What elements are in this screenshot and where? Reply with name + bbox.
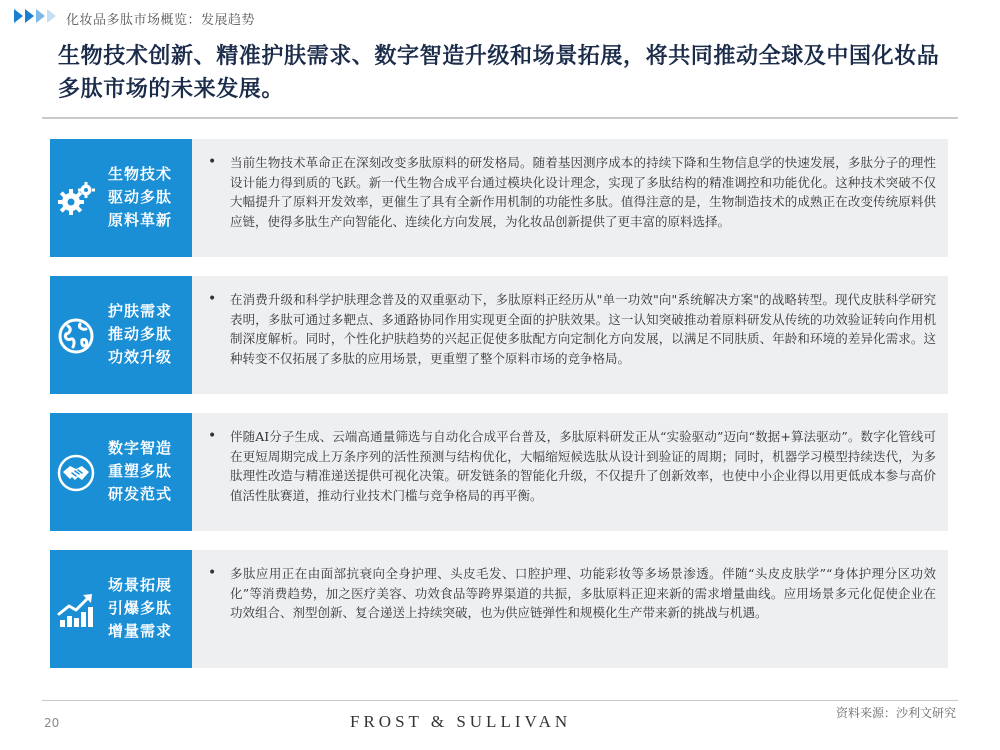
trend-badge (50, 413, 192, 531)
globe-icon (56, 316, 96, 356)
handshake-icon (56, 453, 96, 493)
trend-label: 数字智造重塑多肽研发范式 (108, 439, 173, 503)
trend-card-scenario (50, 550, 948, 668)
brand-logo: FROST & SULLIVAN (350, 712, 572, 731)
trend-text: 伴随AI分子生成、云端高通量筛选与自动化合成平台普及，多肽原料研发正从“实验驱动”迈向“数据+算法驱动”。数字化管线可在更短周期完成上万条序列的活性预测与结构优化，大幅缩短候选肽从设计到验证的周期；同时，机器学习模型持续迭代，为多肽理性改造与精准递送提供可视化决策。研发链条的智能化升级，不仅提升了创新效率，也使中小企业得以用更低成本参与高价值活性肽赛道，推动行业技术门槛与竞争格局的再平衡。 (230, 429, 936, 503)
bullet-icon: • (208, 291, 217, 307)
gears-icon (56, 179, 96, 219)
trend-badge (50, 550, 192, 668)
growth-chart-icon (56, 590, 96, 630)
trend-text: 多肽应用正在由面部抗衰向全身护理、头皮毛发、口腔护理、功能彩妆等多场景渗透。伴随“头皮皮肤学”“身体护理分区功效化”等消费趋势，加之医疗美容、功效食品等跨界渠道的共振，多肽原料正迎来新的需求增量曲线。应用场景多元化促使企业在功效组合、剂型创新、复合递送上持续突破，也为供应链弹性和规模化生产带来新的挑战与机遇。 (230, 566, 936, 620)
trend-card-biotech (50, 139, 948, 257)
trend-text: 在消费升级和科学护肤理念普及的双重驱动下，多肽原料正经历从"单一功效"向"系统解决方案"的战略转型。现代皮肤科学研究表明，多肽可通过多靶点、多通路协同作用实现更全面的护肤效果。这一认知突破推动着原料研发从传统的功效验证转向作用机制深度解析。同时，个性化护肤趋势的兴起正促使多肽配方向定制化方向发展，以满足不同肤质、年龄和环境的差异化需求。这种转变不仅拓展了多肽的应用场景，更重塑了整个原料市场的竞争格局。 (230, 292, 936, 366)
trend-body (208, 427, 936, 505)
source-note: 资料来源：沙利文研究 (835, 706, 956, 720)
trend-label: 场景拓展引爆多肽增量需求 (108, 576, 173, 640)
breadcrumb-chevrons-icon (14, 9, 56, 23)
trend-text: 当前生物技术革命正在深刻改变多肽原料的研发格局。随着基因测序成本的持续下降和生物信息学的快速发展，多肽分子的理性设计能力得到质的飞跃。新一代生物合成平台通过模块化设计理念，实现了多肽结构的精准调控和功能优化。这种技术突破不仅大幅提升了原料开发效率，更催生了具有全新作用机制的功能性多肽。值得注意的是，生物制造技术的成熟正在改变传统原料供应链，使得多肽生产向智能化、连续化方向发展，为化妆品创新提供了更丰富的原料选择。 (230, 155, 936, 229)
page-number: 20 (44, 716, 60, 730)
trend-card-digital (50, 413, 948, 531)
bullet-icon: • (208, 565, 217, 581)
breadcrumb: 化妆品多肽市场概览：发展趋势 (66, 13, 256, 28)
trend-badge (50, 139, 192, 257)
trend-body (208, 290, 936, 368)
page-title: 生物技术创新、精准护肤需求、数字智造升级和场景拓展，将共同推动全球及中国化妆品多肽市场的未来发展。 (58, 44, 940, 102)
trend-body (208, 153, 936, 231)
title-divider (42, 117, 958, 119)
trend-label: 护肤需求推动多肽功效升级 (108, 302, 173, 366)
footer-divider (42, 700, 958, 701)
trend-badge (50, 276, 192, 394)
bullet-icon: • (208, 428, 217, 444)
trend-body (208, 564, 936, 623)
bullet-icon: • (208, 154, 217, 170)
trend-label: 生物技术驱动多肽原料革新 (108, 165, 173, 229)
trend-card-skincare (50, 276, 948, 394)
